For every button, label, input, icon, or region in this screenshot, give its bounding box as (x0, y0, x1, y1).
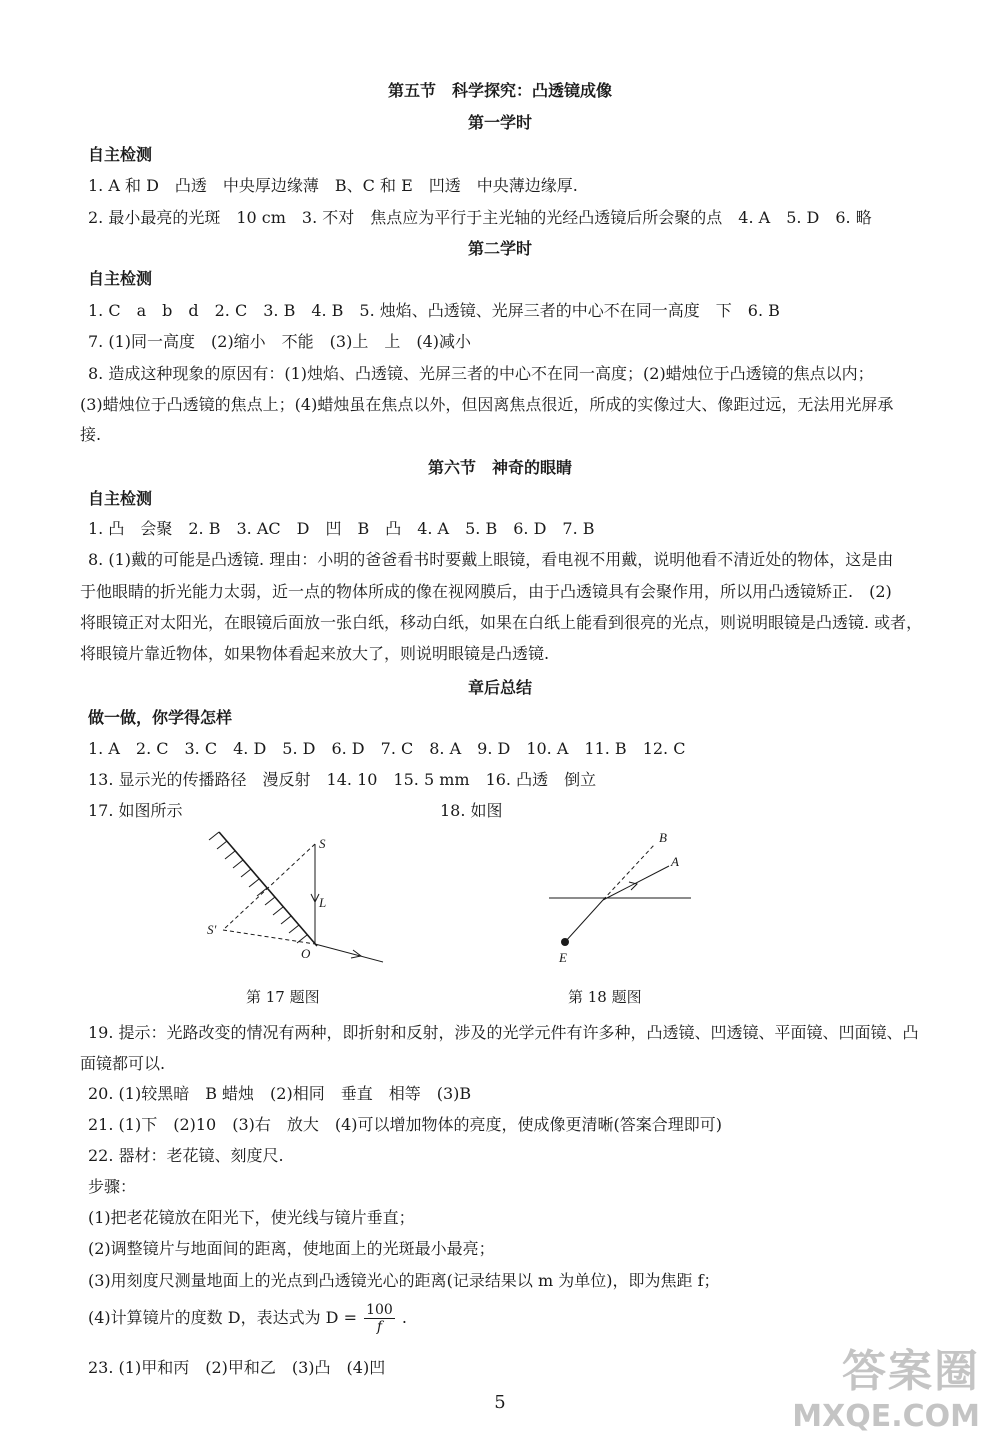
lesson2-line: 8. 造成这种现象的原因有：(1)烛焰、凸透镜、光屏三者的中心不在同一高度；(2)蜡烛位于凸透镜的焦点以内； (88, 364, 874, 383)
dashed-line-image-to-o (223, 930, 315, 944)
label-e: E (559, 950, 567, 965)
watermark-text: 答案圈 (842, 1346, 980, 1397)
figure-17-caption: 第 17 题图 (246, 988, 320, 1006)
label-s-prime: S' (207, 922, 217, 937)
lesson1-title: 第一学时 (467, 113, 532, 132)
section6-line: 于他眼睛的折光能力太弱，近一点的物体所成的像在视网膜后，由于凸透镜具有会聚作用，所以用凸透镜矫正. (2) (80, 582, 892, 601)
figure-17-diagram (195, 828, 395, 973)
section6-heading: 自主检测 (88, 489, 153, 508)
section5-title: 第五节 科学探究：凸透镜成像 (387, 81, 612, 100)
page-number: 5 (494, 1392, 506, 1413)
steps-label: 步骤： (88, 1177, 137, 1196)
label-s: S (319, 836, 326, 851)
fraction-denominator: f (376, 1319, 383, 1335)
mirror-hatching (209, 832, 307, 943)
step-4-text: (4)计算镜片的度数 D，表达式为 D = (88, 1308, 357, 1327)
question-17-label: 17. 如图所示 (88, 801, 183, 820)
lesson2-line: 接. (80, 425, 102, 444)
question-19-line: 面镜都可以. (80, 1054, 166, 1073)
step-line: (1)把老花镜放在阳光下，使光线与镜片垂直； (88, 1208, 415, 1227)
question-18-label: 18. 如图 (440, 801, 503, 820)
label-a: A (671, 854, 679, 869)
reflected-ray (315, 944, 383, 962)
section6-line: 1. 凸 会聚 2. B 3. AC D 凹 B 凸 4. A 5. B 6. D 7. B (88, 519, 595, 538)
summary-title: 章后总结 (467, 678, 532, 697)
section6-line: 将眼镜正对太阳光，在眼镜后面放一张白纸，移动白纸，如果在白纸上能看到很亮的光点，则说明眼镜是凸透镜. 或者， (80, 613, 923, 632)
question-23: 23. (1)甲和丙 (2)甲和乙 (3)凸 (4)凹 (88, 1358, 386, 1377)
question-19-line: 19. 提示：光路改变的情况有两种，即折射和反射，涉及的光学元件有许多种，凸透镜、凹透镜、平面镜、凹面镜、凸 (88, 1023, 919, 1042)
label-o: O (301, 946, 311, 961)
figure-18-caption: 第 18 题图 (568, 988, 642, 1006)
step-4-end: . (401, 1308, 408, 1327)
lesson2-line: (3)蜡烛位于凸透镜的焦点上；(4)蜡烛虽在焦点以外，但因离焦点很近，所成的实像过大、像距过远，无法用光屏承 (80, 395, 894, 414)
mirror-line (219, 832, 317, 946)
question-21: 21. (1)下 (2)10 (3)右 放大 (4)可以增加物体的亮度，使成像更清晰(答案合理即可) (88, 1115, 723, 1134)
lesson2-line: 7. (1)同一高度 (2)缩小 不能 (3)上 上 (4)减小 (88, 332, 472, 351)
lesson2-line: 1. C a b d 2. C 3. B 4. B 5. 烛焰、凸透镜、光屏三者的中心不在同一高度 下 6. B (88, 301, 780, 320)
summary-answers-line: 1. A 2. C 3. C 4. D 5. D 6. D 7. C 8. A 9. D 10. A 11. B 12. C (88, 739, 686, 758)
lesson1-line: 2. 最小最亮的光斑 10 cm 3. 不对 焦点应为平行于主光轴的光经凸透镜后所会聚的点 4. A 5. D 6. 略 (88, 208, 872, 227)
section6-line: 将眼镜片靠近物体，如果物体看起来放大了，则说明眼镜是凸透镜. (80, 644, 550, 663)
step-line: (3)用刻度尺测量地面上的光点到凸透镜光心的距离(记录结果以 m 为单位)，即为焦距 f； (88, 1271, 720, 1290)
step-line: (2)调整镜片与地面间的距离，使地面上的光斑最小最亮； (88, 1239, 495, 1258)
watermark-logo (792, 1335, 980, 1434)
lesson2-title: 第二学时 (467, 239, 532, 258)
watermark-url: MXQE.COM (792, 1399, 980, 1434)
ray-to-a (603, 866, 669, 900)
summary-answers-line: 13. 显示光的传播路径 漫反射 14. 10 15. 5 mm 16. 凸透 倒立 (88, 770, 597, 789)
section6-title: 第六节 神奇的眼睛 (427, 458, 572, 477)
section6-line: 8. (1)戴的可能是凸透镜. 理由：小明的爸爸看书时要戴上眼镜，看电视不用戴，说明他看不清近处的物体，这是由 (88, 550, 894, 569)
summary-heading: 做一做，你学得怎样 (88, 708, 233, 727)
step-4-line (88, 1302, 407, 1335)
formula-fraction (364, 1302, 395, 1335)
lesson2-heading: 自主检测 (88, 269, 153, 288)
eye-point-e (561, 938, 569, 946)
question-22: 22. 器材：老花镜、刻度尺. (88, 1146, 284, 1165)
dashed-ray-to-b (603, 844, 655, 900)
label-b: B (659, 830, 667, 845)
refracted-ray (565, 900, 603, 942)
lesson1-line: 1. A 和 D 凸透 中央厚边缘薄 B、C 和 E 凹透 中央薄边缘厚. (88, 176, 578, 195)
figure-18-diagram (545, 828, 695, 966)
question-20: 20. (1)较黑暗 B 蜡烛 (2)相同 垂直 相等 (3)B (88, 1084, 472, 1103)
fraction-numerator: 100 (366, 1302, 393, 1318)
dashed-line-s-to-image (223, 844, 315, 930)
label-l: L (319, 895, 327, 910)
lesson1-heading: 自主检测 (88, 145, 153, 164)
